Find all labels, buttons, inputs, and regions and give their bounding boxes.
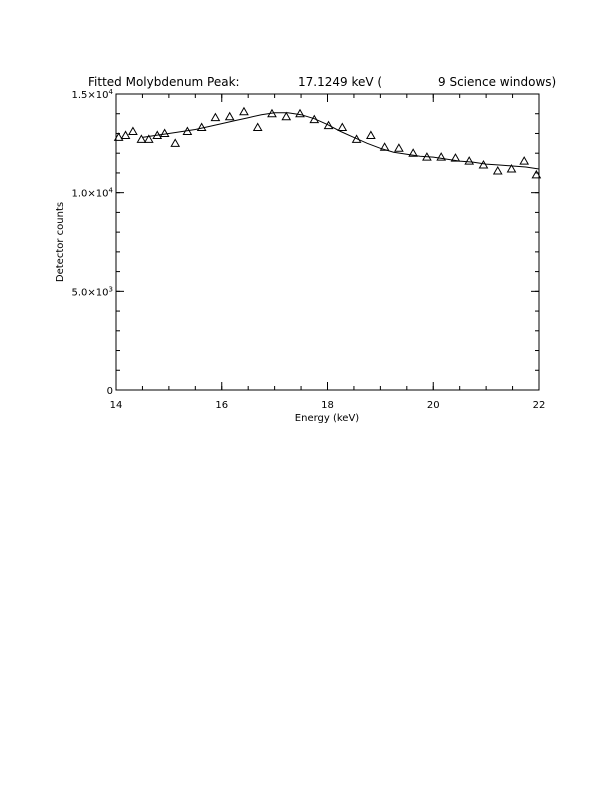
- fit-series: [142, 113, 539, 169]
- y-tick-label: [72, 187, 114, 200]
- data-point: [465, 157, 473, 164]
- data-point: [395, 144, 403, 151]
- data-point: [520, 157, 528, 164]
- data-point: [161, 129, 169, 136]
- y-tick-label-mantissa: 1.5×10: [71, 90, 109, 101]
- x-tick-label: 18: [321, 400, 334, 411]
- data-point: [494, 167, 502, 174]
- y-tick-label-mantissa: 0: [106, 386, 113, 397]
- y-tick-label: [107, 386, 113, 397]
- y-tick-label: [72, 285, 113, 298]
- y-tick-label-exponent: 4: [108, 88, 113, 96]
- fit-curve: [142, 113, 539, 169]
- x-tick-label: 22: [532, 400, 546, 411]
- chart-title: [88, 75, 556, 89]
- data-series: [115, 108, 541, 178]
- y-tick-labels: [72, 88, 114, 397]
- y-axis-label: Detector counts: [55, 201, 66, 283]
- data-point: [211, 114, 219, 121]
- x-axis-label: Energy (keV): [294, 413, 360, 424]
- y-tick-label-mantissa: 1.0×10: [71, 188, 109, 200]
- x-tick-label: 16: [215, 400, 229, 411]
- x-tick-labels: [110, 400, 546, 411]
- y-tick-label-exponent: 3: [108, 285, 113, 294]
- x-tick-label: 20: [426, 400, 440, 411]
- axis-ticks: [116, 94, 539, 390]
- plot-frame: [116, 94, 539, 390]
- data-point: [226, 113, 234, 120]
- x-tick-label: 14: [109, 400, 123, 411]
- y-tick-label: [72, 88, 114, 101]
- y-tick-label-exponent: 4: [108, 186, 113, 195]
- data-point: [137, 135, 145, 142]
- data-point: [129, 127, 137, 134]
- data-point: [338, 124, 346, 131]
- data-point: [367, 131, 375, 138]
- chart-title-part3: 9 Science windows): [438, 75, 557, 89]
- data-point: [240, 108, 248, 115]
- data-point: [282, 113, 290, 120]
- chart-title-part1: Fitted Molybdenum Peak:: [88, 75, 240, 89]
- data-point: [254, 124, 262, 131]
- data-point: [171, 139, 179, 146]
- y-tick-label-mantissa: 5.0×10: [71, 287, 109, 299]
- chart-title-part2: 17.1249 keV (: [298, 75, 383, 89]
